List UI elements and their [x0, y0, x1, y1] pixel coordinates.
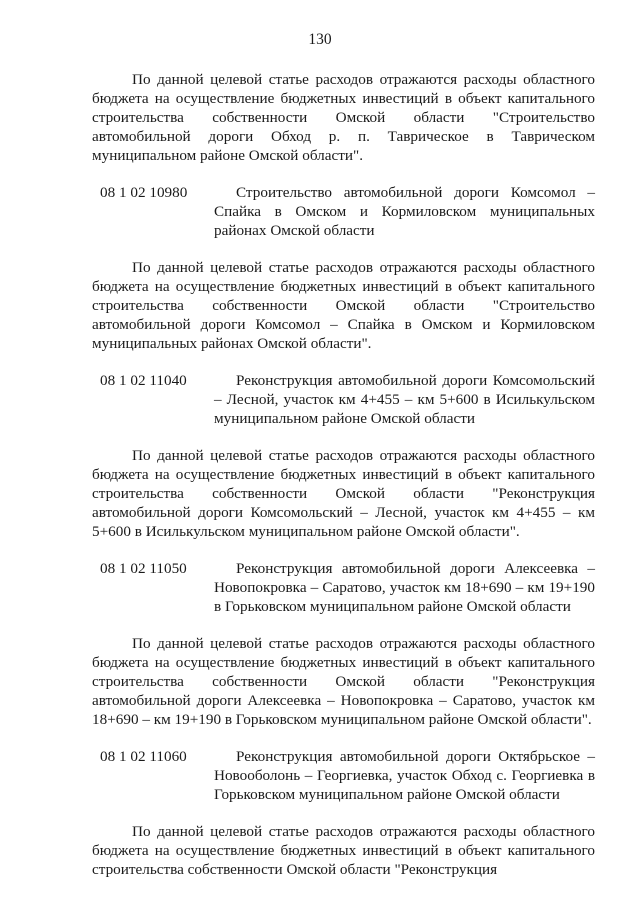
entry-paragraph: По данной целевой статье расходов отражаются расходы областного бюджета на осуществление бюджетных инвестиций в объект капитального строительства собственности Омской области "Строительство автомобильной дороги Комсомол – Спайка в Омском и Кормиловском муниципальных районах Омской области". — [92, 259, 595, 352]
entry-paragraph: По данной целевой статье расходов отражаются расходы областного бюджета на осуществление бюджетных инвестиций в объект капитального строительства собственности Омской области "Реконструкция — [92, 823, 595, 878]
budget-entry — [92, 183, 595, 240]
budget-entry — [92, 747, 595, 804]
entry-title — [214, 371, 595, 428]
entry-title-text: Реконструкция автомобильной дороги Октябрьское – Новооболонь – Георгиевка, участок Обход с. Георгиевка в Горьковском муниципальном районе Омской области — [214, 748, 595, 803]
intro-paragraph: По данной целевой статье расходов отражаются расходы областного бюджета на осуществление бюджетных инвестиций в объект капитального строительства собственности Омской области "Строительство автомобильной дороги Обход р. п. Таврическое в Таврическом муниципальном районе Омской области". — [92, 71, 595, 164]
entry-code: 08 1 02 10980 — [100, 184, 188, 201]
entry-code: 08 1 02 11060 — [100, 748, 187, 765]
entry-paragraph: По данной целевой статье расходов отражаются расходы областного бюджета на осуществление бюджетных инвестиций в объект капитального строительства собственности Омской области "Реконструкция автомобильной дороги Комсомольский – Лесной, участок км 4+455 – км 5+600 в Исилькульском муниципальном районе Омской области". — [92, 447, 595, 540]
entry-title-text: Реконструкция автомобильной дороги Комсомольский – Лесной, участок км 4+455 – км 5+600 в Исилькульском муниципальном районе Омской области — [214, 372, 595, 427]
entry-title — [214, 559, 595, 616]
entry-code: 08 1 02 11050 — [100, 560, 187, 577]
entry-title-text: Реконструкция автомобильной дороги Алексеевка – Новопокровка – Саратово, участок км 18+690 – км 19+190 в Горьковском муниципальном районе Омской области — [214, 560, 595, 615]
entry-paragraph: По данной целевой статье расходов отражаются расходы областного бюджета на осуществление бюджетных инвестиций в объект капитального строительства собственности Омской области "Реконструкция автомобильной дороги Алексеевка – Новопокровка – Саратово, участок км 18+690 – км 19+190 в Горьковском муниципальном районе Омской области". — [92, 635, 595, 728]
budget-entry — [92, 559, 595, 616]
budget-entry — [92, 371, 595, 428]
entry-title-text: Строительство автомобильной дороги Комсомол – Спайка в Омском и Кормиловском муниципальных районах Омской области — [214, 184, 595, 239]
entry-title — [214, 747, 595, 804]
entry-title — [214, 183, 595, 240]
page-number: 130 — [308, 31, 332, 48]
entry-code: 08 1 02 11040 — [100, 372, 187, 389]
document-body — [92, 70, 595, 879]
